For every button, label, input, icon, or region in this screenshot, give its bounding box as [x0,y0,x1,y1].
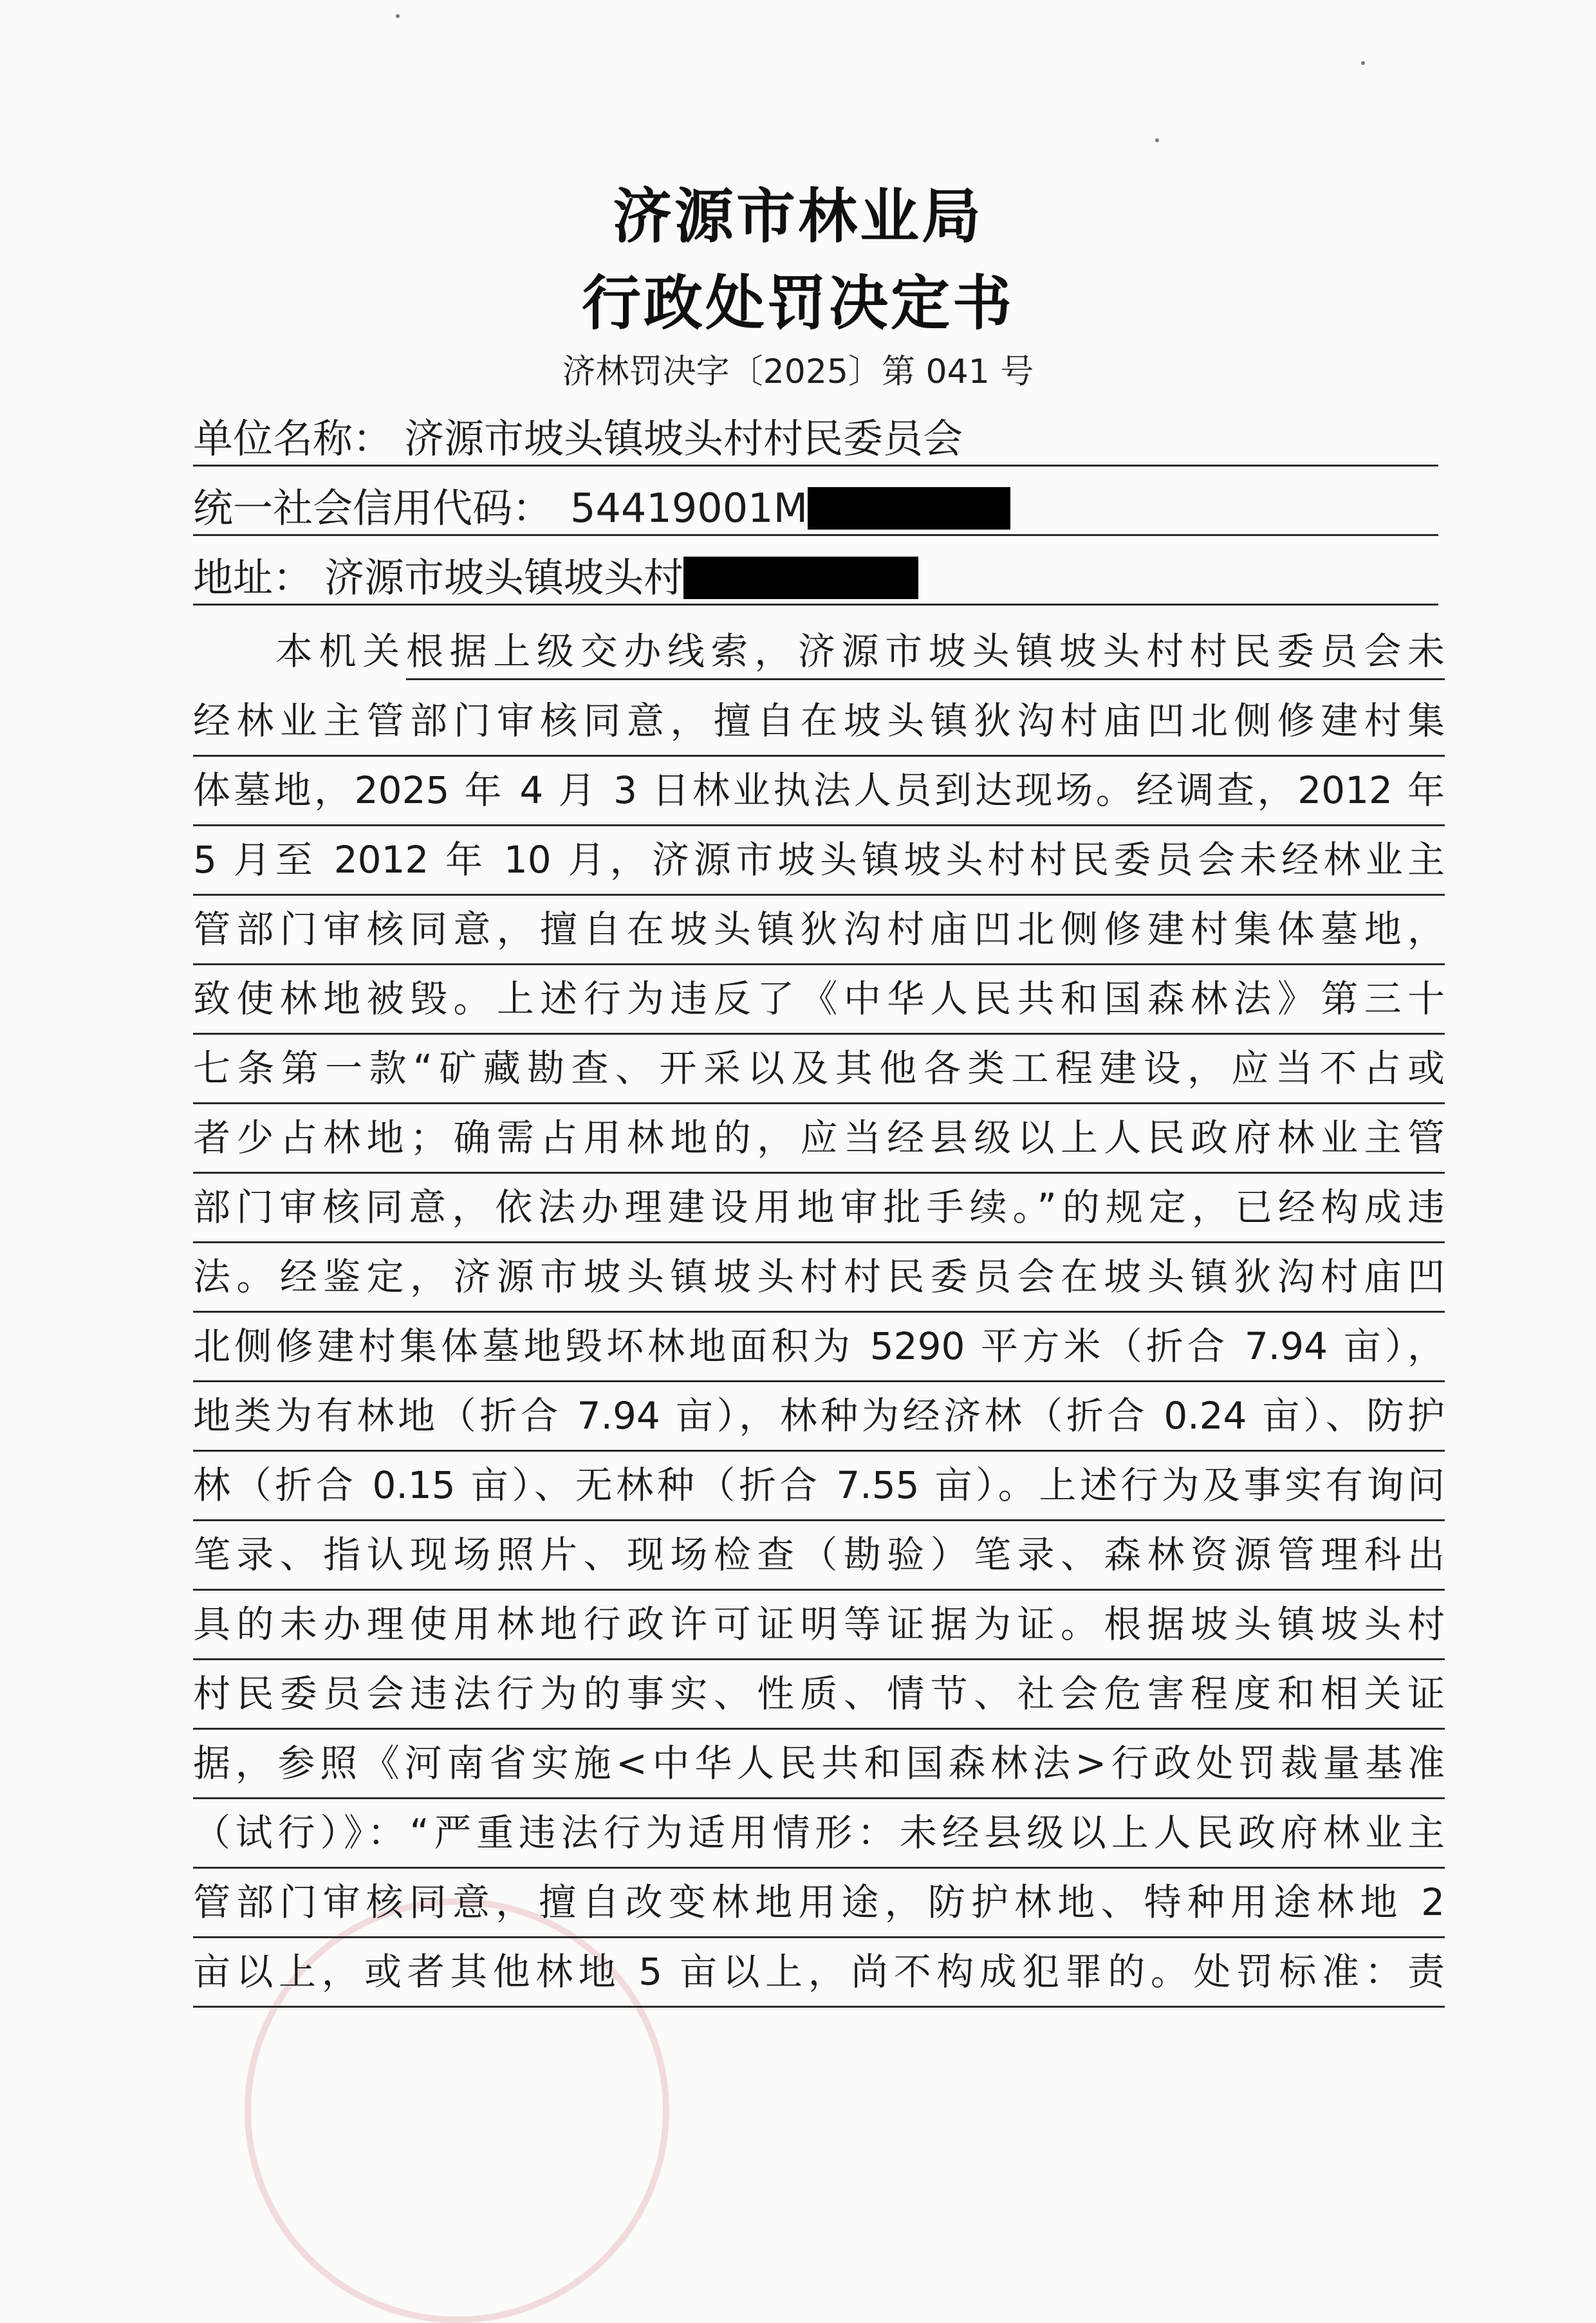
body-text [193,618,1445,2008]
body-line: 部门审核同意，依法办理建设用地审批手续。”的规定，已经构成违 [193,1174,1445,1243]
address-value: 济源市坡头镇坡头村 [324,554,684,601]
body-line: （试行）》：“严重违法行为适用情形：未经县级以上人民政府林业主 [193,1799,1445,1869]
address-label: 地址： [193,554,313,601]
scan-speck [1155,138,1159,142]
body-line: 村民委员会违法行为的事实、性质、情节、社会危害程度和相关证 [193,1660,1445,1730]
credit-code-value: 54419001M [570,485,808,532]
body-line: 地类为有林地（折合 7.94 亩），林种为经济林（折合 0.24 亩）、防护 [193,1382,1445,1452]
document-number: 济林罚决字〔2025〕第 041 号 [562,353,1034,391]
credit-code-field [193,483,1438,536]
body-line: 亩以上，或者其他林地 5 亩以上，尚不构成犯罪的。处罚标准：责 [193,1938,1445,2008]
body-line: 致使林地被毁。上述行为违反了《中华人民共和国森林法》第三十 [193,965,1445,1035]
body-line: 法。经鉴定，济源市坡头镇坡头村村民委员会在坡头镇狄沟村庙凹 [193,1243,1445,1313]
body-line-underlined: 根据上级交办线索，济源市坡头镇坡头村村民委员会未 [406,629,1445,680]
body-line-prefix: 本机关 [275,629,406,673]
body-line: 据，参照《河南省实施<中华人民共和国森林法>行政处罚裁量基准 [193,1730,1445,1799]
unit-name-value: 济源市坡头镇坡头村村民委员会 [404,415,963,462]
unit-name-label: 单位名称： [193,415,393,462]
credit-code-label: 统一社会信用代码： [193,485,553,532]
body-line: 经林业主管部门审核同意，擅自在坡头镇狄沟村庙凹北侧修建村集 [193,687,1445,757]
body-line: 具的未办理使用林地行政许可证明等证据为证。根据坡头镇坡头村 [193,1591,1445,1660]
redaction-bar [683,557,918,599]
redaction-bar [808,487,1010,530]
body-line: 林（折合 0.15 亩）、无林种（折合 7.55 亩）。上述行为及事实有询问 [193,1452,1445,1521]
body-line: 者少占林地；确需占用林地的，应当经县级以上人民政府林业主管 [193,1104,1445,1174]
body-line: 笔录、指认现场照片、现场检查（勘验）笔录、森林资源管理科出 [193,1521,1445,1591]
body-line: 七条第一款“矿藏勘查、开采以及其他各类工程建设，应当不占或 [193,1035,1445,1104]
body-line: 体墓地，2025 年 4 月 3 日林业执法人员到达现场。经调查，2012 年 [193,757,1445,826]
scan-speck [396,14,400,18]
document-type-title: 行政处罚决定书 [581,268,1014,338]
body-line: 北侧修建村集体墓地毁坏林地面积为 5290 平方米（折合 7.94 亩）， [193,1313,1445,1382]
body-line: 管部门审核同意，擅自在坡头镇狄沟村庙凹北侧修建村集体墓地， [193,896,1445,965]
unit-name-field [193,413,1438,467]
body-line: 5 月至 2012 年 10 月，济源市坡头镇坡头村村民委员会未经林业主 [193,826,1445,896]
scan-speck [1361,61,1365,65]
agency-title: 济源市林业局 [612,181,983,251]
body-line [193,618,1445,687]
body-line: 管部门审核同意，擅自改变林地用途，防护林地、特种用途林地 2 [193,1869,1445,1938]
address-field [193,552,1438,606]
